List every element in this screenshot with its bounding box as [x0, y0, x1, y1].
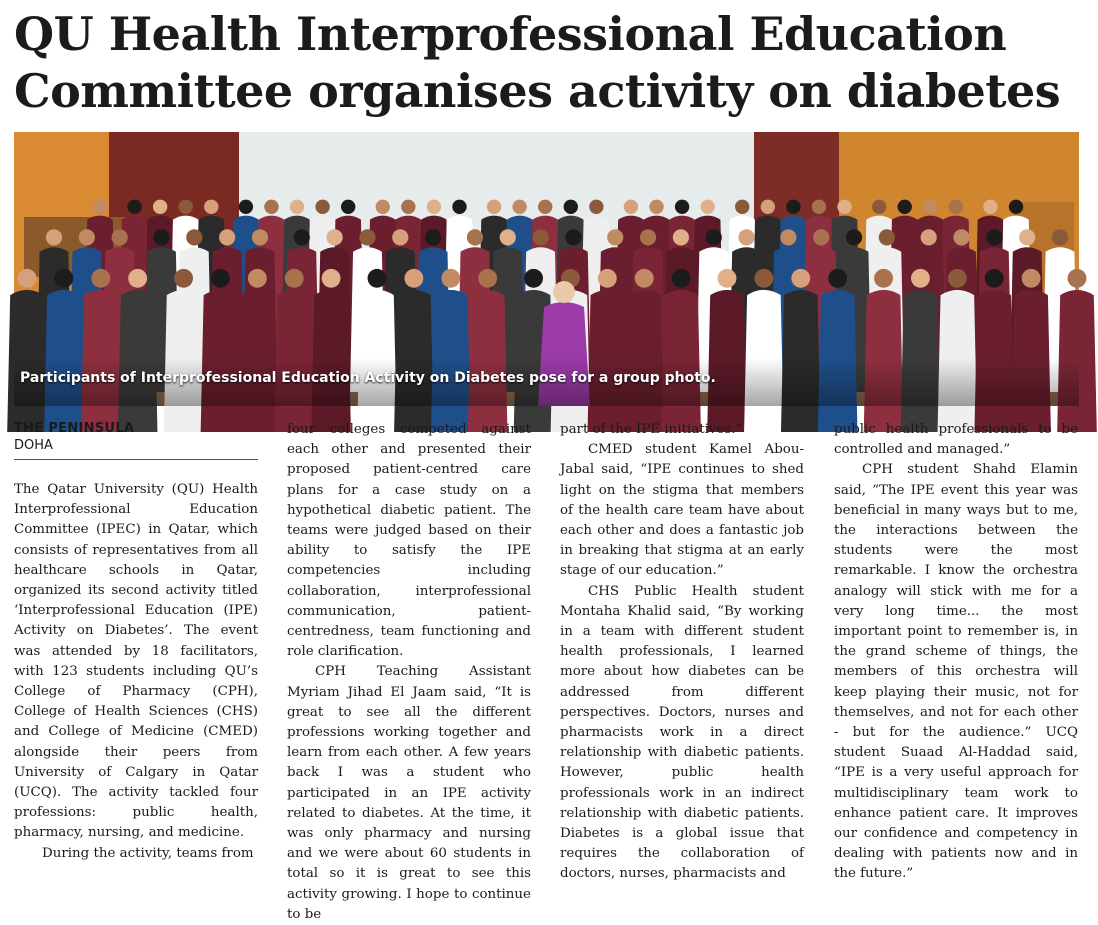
person-head — [761, 200, 775, 214]
person-head — [948, 269, 967, 288]
paragraph: four colleges competed against each other and presented their proposed patient-centred care plans for a case study on a hypothetical diabetic patient. The teams were judged based on their ability to satisfy the IPE competencies including collaboration, interprofessional communication, patient-centredness, team functioning and role clarification. — [287, 422, 531, 660]
person-head — [649, 200, 663, 214]
person-head — [487, 200, 501, 214]
paragraph: The Qatar University (QU) Health Interprofessional Education Committee (IPEC) in Qatar, which consists of representatives from all healthcare schools in Qatar, organized its second activity titled ‘Interprofessional Education (IPE) Activity on Diabetes’. The event was attended by 18 facilitators, with 123 students including QU’s College of Pharmacy (CPH), College of Health Sciences (CHS) and College of Medicine (CMED) alongside their peers from University of Calgary in Qatar (UCQ). The activity tackled four professions: public health, pharmacy, nursing, and medicine. — [14, 482, 258, 841]
person-head — [219, 229, 235, 245]
person-head — [252, 229, 268, 245]
person-head — [791, 269, 810, 288]
person-head — [315, 200, 329, 214]
person-head — [538, 200, 552, 214]
person-head — [327, 229, 343, 245]
person-head — [786, 200, 800, 214]
person-head — [812, 200, 826, 214]
person-head — [153, 200, 167, 214]
byline-rule — [14, 459, 258, 460]
person-head — [923, 200, 937, 214]
person-head — [1052, 229, 1068, 245]
person-head — [872, 200, 886, 214]
person-head — [112, 229, 128, 245]
paragraph: CPH Teaching Assistant Myriam Jihad El Jaam said, “It is great to see all the different professions working together and learn from each other. A few years back I was a student who participated in an IPE activity related to diabetes. At the time, it was only pharmacy and nursing and we were about 60 students in total so it is great to see this activity growing. I hope to continue to be — [287, 664, 531, 922]
person-head — [1022, 269, 1041, 288]
person-head — [846, 229, 862, 245]
byline — [14, 420, 258, 460]
person-head — [392, 229, 408, 245]
person-head — [635, 269, 654, 288]
person-head — [921, 229, 937, 245]
person-head — [79, 229, 95, 245]
person-head — [248, 269, 267, 288]
person-head — [1068, 269, 1087, 288]
person-head — [754, 269, 773, 288]
person-head — [532, 229, 548, 245]
person-head — [949, 200, 963, 214]
person-head — [1019, 229, 1035, 245]
person-head — [441, 269, 460, 288]
person-head — [780, 229, 796, 245]
person-head — [675, 200, 689, 214]
person-head — [953, 229, 969, 245]
person-head — [285, 269, 304, 288]
person-head — [294, 229, 310, 245]
person-head — [452, 200, 466, 214]
person-head — [404, 269, 423, 288]
person-head — [264, 200, 278, 214]
person-head — [174, 269, 193, 288]
article-column-4 — [834, 420, 1078, 882]
person-head — [128, 269, 147, 288]
person-head — [738, 229, 754, 245]
article-column-1 — [14, 480, 258, 861]
paragraph: CHS Public Health student Montaha Khalid said, “By working in a team with different student health professionals, I learned more about how diabetes can be addressed from different perspectives. Doctors, nurses and pharmacists work in a direct relationship with diabetic patients. However, public health professionals work in an indirect relationship with diabetic patients. Diabetes is a global issue that requires the collaboration of doctors, nurses, pharmacists and — [560, 583, 804, 882]
person-head — [186, 229, 202, 245]
person-head — [700, 200, 714, 214]
person-head — [376, 200, 390, 214]
paragraph: During the activity, teams from — [42, 845, 254, 861]
person-head — [911, 269, 930, 288]
person-head — [986, 229, 1002, 245]
group-photo — [14, 132, 1079, 406]
person-head — [1009, 200, 1023, 214]
person-head — [127, 200, 141, 214]
person-head — [673, 229, 689, 245]
byline-location: DOHA — [14, 438, 53, 453]
person-head — [879, 229, 895, 245]
headline: QU Health Interprofessional Education Committee organises activity on diabetes — [14, 7, 1061, 118]
person-head — [359, 229, 375, 245]
person-head — [512, 200, 526, 214]
person-head — [239, 200, 253, 214]
person-head — [564, 200, 578, 214]
person-head — [500, 229, 516, 245]
person-head — [983, 200, 997, 214]
paragraph: public health professionals to be controlled and managed.” — [834, 422, 1078, 458]
person-head — [54, 269, 73, 288]
person-head — [427, 200, 441, 214]
person-head — [607, 229, 623, 245]
person-head — [553, 281, 575, 303]
person-head — [91, 269, 110, 288]
person-head — [985, 269, 1004, 288]
group-photo-illustration — [14, 132, 1079, 406]
person-head — [204, 200, 218, 214]
person-head — [211, 269, 230, 288]
person-head — [718, 269, 737, 288]
article-column-3 — [560, 420, 804, 882]
person-head — [735, 200, 749, 214]
person-head — [179, 200, 193, 214]
paragraph: CPH student Shahd Elamin said, “The IPE event this year was beneficial in many ways but to me, the interactions between the students were the most remarkable. I know the orchestra analogy will stick with me for a very long time... the most important point to remember is, in the grand scheme of things, the members of this orchestra will keep playing their music, not for themselves, and not for each other - but for the audience.” UCQ student Suaad Al-Haddad said, “IPE is a very useful approach for multidisciplinary team work to enhance patient care. It improves our confidence and competency in dealing with patients now and in the future.” — [834, 462, 1078, 882]
paragraph: part of the IPE initiatives.” — [560, 422, 743, 437]
article-column-2 — [287, 420, 531, 922]
person-head — [706, 229, 722, 245]
person-head — [341, 200, 355, 214]
person-head — [874, 269, 893, 288]
person-head — [828, 269, 847, 288]
person-head — [640, 229, 656, 245]
byline-source: THE PENINSULA — [14, 421, 135, 436]
person-head — [813, 229, 829, 245]
person-head — [153, 229, 169, 245]
person-head — [478, 269, 497, 288]
person-head — [368, 269, 387, 288]
person-head — [672, 269, 691, 288]
person-head — [524, 269, 543, 288]
person-head — [18, 269, 37, 288]
photo-caption: Participants of Interprofessional Education Activity on Diabetes pose for a group photo. — [20, 370, 716, 386]
person-head — [897, 200, 911, 214]
person-head — [290, 200, 304, 214]
person-head — [598, 269, 617, 288]
person-head — [589, 200, 603, 214]
person-head — [837, 200, 851, 214]
person-head — [322, 269, 341, 288]
person-head — [565, 229, 581, 245]
paragraph: CMED student Kamel Abou-Jabal said, “IPE continues to shed light on the stigma that members of the health care team have about each other and does a fantastic job in breaking that stigma at an early stage of our education.” — [560, 442, 804, 579]
person-head — [467, 229, 483, 245]
person-head — [425, 229, 441, 245]
person-head — [93, 200, 107, 214]
person-head — [401, 200, 415, 214]
person-head — [624, 200, 638, 214]
person-head — [46, 229, 62, 245]
